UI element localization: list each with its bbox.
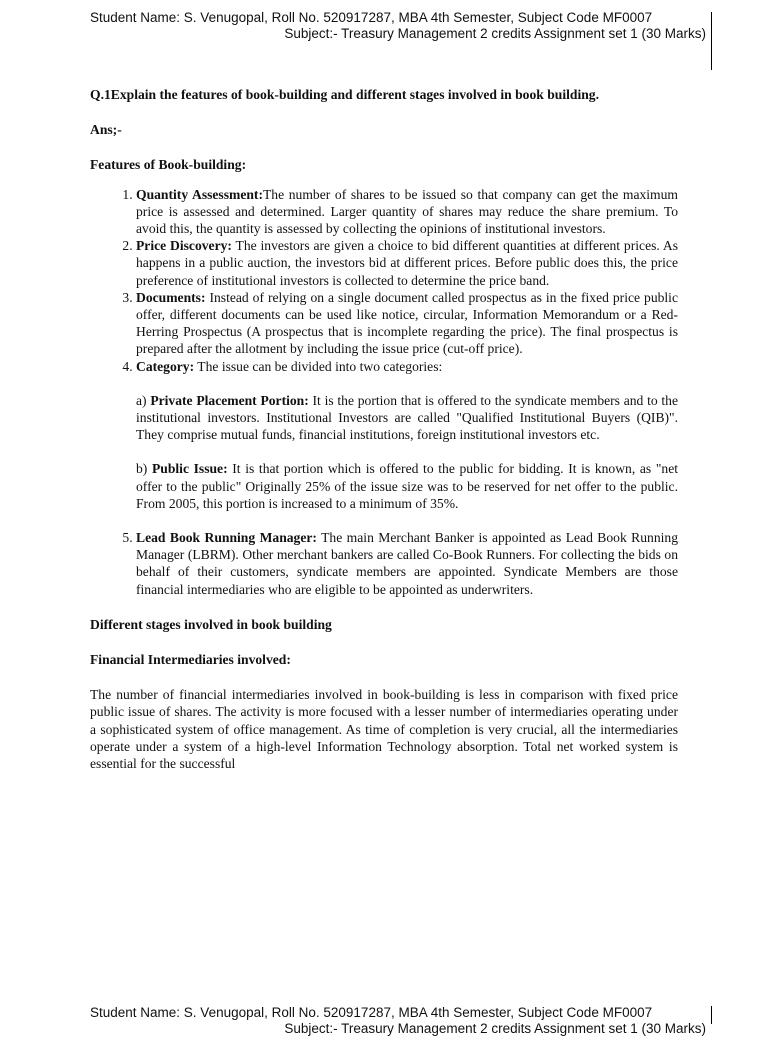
list-item: [136, 186, 678, 238]
footer-student-line: Student Name: S. Venugopal, Roll No. 520917287, MBA 4th Semester, Subject Code MF0007: [90, 1005, 653, 1020]
list-item: [136, 529, 678, 598]
sub-text: It is that portion which is offered to the public for bidding. It is known, as "net offer to the public" Originally 25% of the issue size was to be reserved for net offer to the public. From 2005, this portion is increased to a minimum of 35%.: [136, 461, 678, 511]
item-text: The issue can be divided into two categories:: [194, 358, 443, 374]
question-heading: Q.1Explain the features of book-building and different stages involved in book building.: [90, 87, 599, 102]
list-item: [136, 358, 678, 529]
item-text: Instead of relying on a single document called prospectus as in the fixed price public offer, different documents can be used like notice, circular, Information Memorandum or a Red-Herring Prospectus (A prospectus that is incomplete regarding the price). The final prospectus is prepared after the allotment by including the issue price (cut-off price).: [136, 289, 678, 357]
item-title: Price Discovery:: [136, 238, 232, 254]
item-title: Documents:: [136, 289, 206, 305]
sub-item-a: [136, 392, 678, 444]
features-heading: Features of Book-building:: [90, 157, 247, 173]
item-text: The main Merchant Banker is appointed as Lead Book Running Manager (LBRM). Other merchant bankers are called Co-Book Runners. For collecting the bids on behalf of their customers, syndicate members are appointed. Syndicate Members are those financial intermediaries who are eligible to be appointed as underwriters.: [136, 530, 678, 597]
item-title: Lead Book Running Manager:: [136, 530, 317, 546]
list-item: [136, 289, 678, 358]
header-student-line: Student Name: S. Venugopal, Roll No. 520917287, MBA 4th Semester, Subject Code MF0007: [90, 10, 653, 25]
sub-title: Public Issue:: [151, 461, 228, 477]
footer-subject-line: Subject:- Treasury Management 2 credits Assignment set 1 (30 Marks): [284, 1021, 706, 1036]
item-title: Quantity Assessment:: [136, 186, 263, 202]
features-list: [90, 186, 678, 598]
item-text: The investors are given a choice to bid different quantities at different prices. As happens in a public auction, the investors bid at different prices. Before public does this, the price preference of institutional investors is collected to determine the price band.: [136, 238, 678, 288]
header-divider: [711, 12, 712, 70]
page-footer: [90, 1005, 706, 1037]
sub-prefix: a): [136, 392, 151, 408]
header-subject-line: Subject:- Treasury Management 2 credits Assignment set 1 (30 Marks): [284, 26, 706, 41]
item-text: The number of shares to be issued so that company can get the maximum price is assessed and determined. Larger quantity of shares may reduce the share premium. To avoid this, the quantity is assessed by collecting the opinions of institutional investors.: [136, 186, 678, 237]
body-paragraph: The number of financial intermediaries involved in book-building is less in comparison with fixed price public issue of shares. The activity is more focused with a lesser number of intermediaries operating under a sophisticated system of office management. As time of completion is very crucial, all the intermediaries operate under a system of a high-level Information Technology absorption. Total net worked system is essential for the successful: [90, 687, 678, 772]
stages-heading: Different stages involved in book building: [90, 616, 332, 632]
footer-divider: [711, 1006, 712, 1024]
page-header: [90, 10, 706, 42]
answer-label: Ans;-: [90, 122, 122, 138]
sub-title: Private Placement Portion:: [150, 392, 309, 408]
intermediaries-heading: Financial Intermediaries involved:: [90, 652, 291, 668]
sub-text: It is the portion that is offered to the syndicate members and to the institutional investors. Institutional Investors are called "Qualified Institutional Buyers (QIB)". They comprise mutual funds, financial institutions, foreign institutional investors etc.: [136, 392, 678, 443]
sub-item-b: [136, 460, 678, 512]
sub-prefix: b): [136, 461, 152, 477]
document-body: [90, 86, 678, 772]
list-item: [136, 237, 678, 289]
item-title: Category:: [136, 358, 195, 374]
